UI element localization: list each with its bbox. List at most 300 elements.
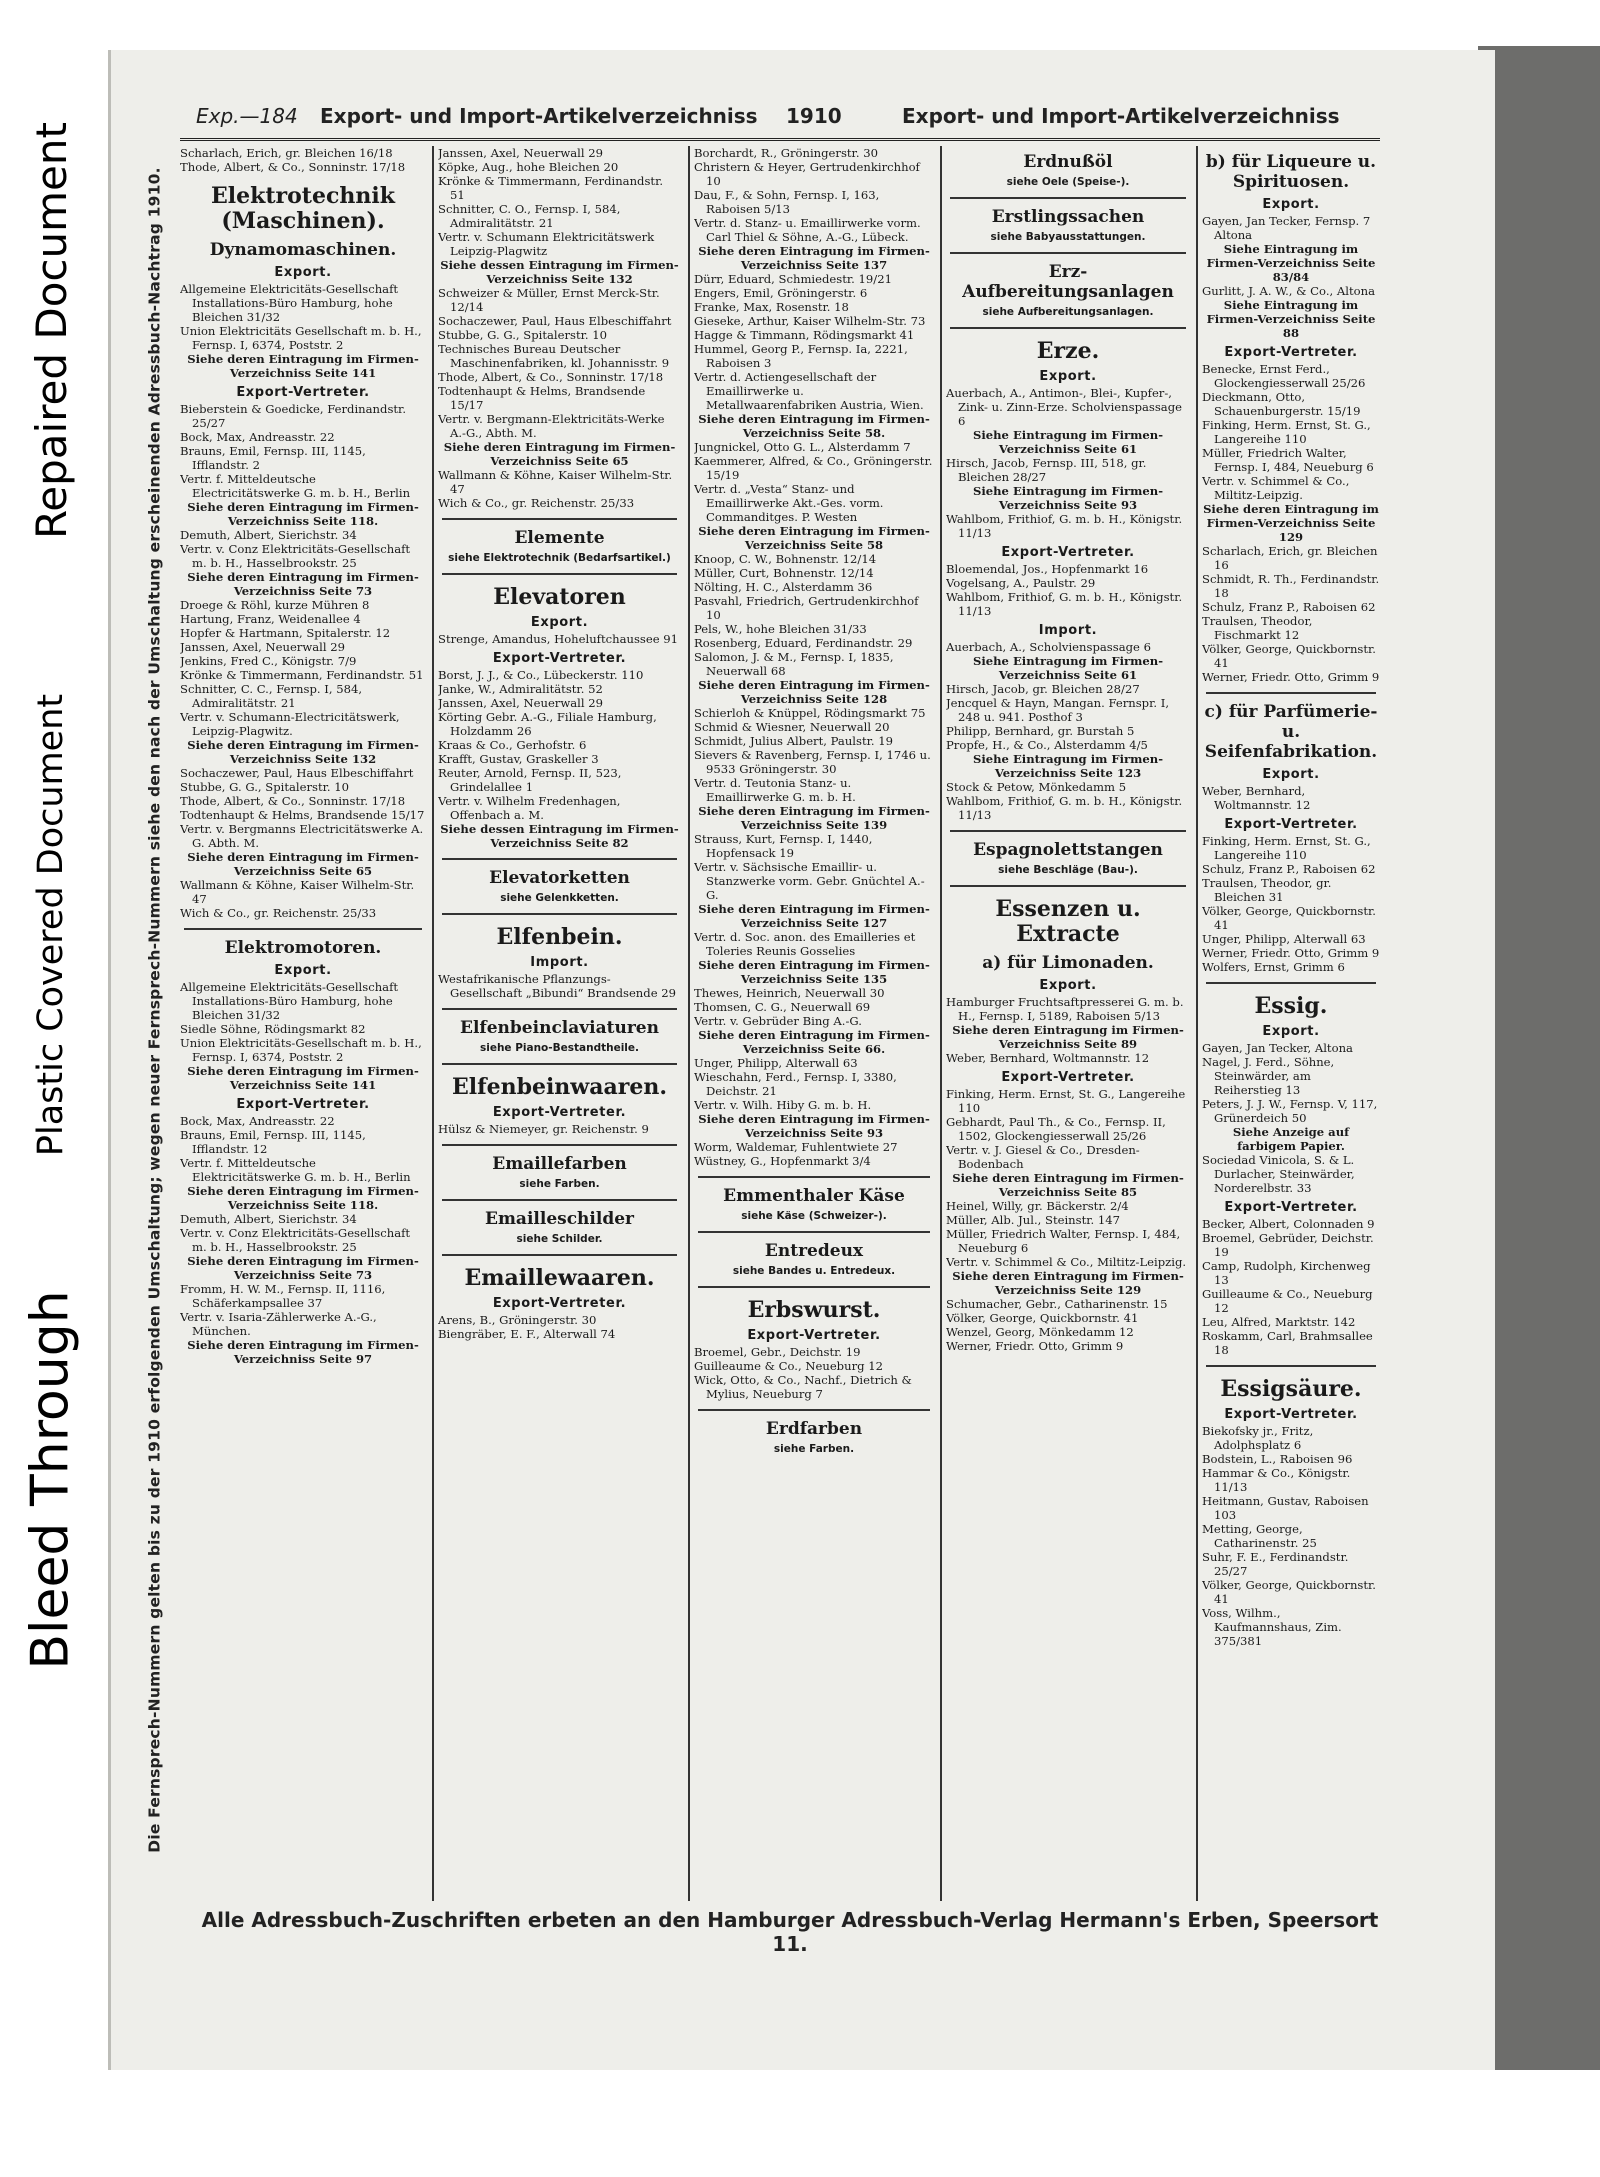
directory-entry: Wich & Co., gr. Reichenstr. 25/33 — [180, 906, 377, 920]
category-heading: Export-Vertreter. — [1224, 1407, 1358, 1422]
category-heading: Export-Vertreter. — [236, 1097, 370, 1112]
register-note: Siehe deren Eintragung im Firmen-Verzeichniss Seite 127 — [698, 902, 930, 930]
directory-entry: Krönke & Timmermann, Ferdinandstr. 51 — [438, 174, 664, 202]
directory-entry: Vertr. v. Isaria-Zählerwerke A.-G., München. — [180, 1310, 377, 1338]
directory-entry: Schmidt, R. Th., Ferdinandstr. 18 — [1202, 572, 1380, 600]
entry-list — [180, 980, 426, 1064]
directory-entry: Vertr. v. J. Giesel & Co., Dresden-Bodenbach — [946, 1143, 1140, 1171]
column-rule — [432, 146, 434, 1901]
entry-list — [694, 440, 934, 524]
entry-list — [694, 552, 934, 678]
entry-list — [180, 598, 426, 738]
cross-reference: siehe Babyausstattungen. — [990, 231, 1146, 243]
directory-entry: Thomsen, C. G., Neuerwall 69 — [694, 1000, 871, 1014]
section-rule — [950, 197, 1186, 199]
register-note: Siehe deren Eintragung im Firmen-Verzeichniss Seite 65 — [187, 850, 419, 878]
directory-entry: Propfe, H., & Co., Alsterdamm 4/5 — [946, 738, 1148, 752]
header-rule — [180, 138, 1380, 141]
entry-list — [946, 512, 1190, 540]
directory-entry: Dieckmann, Otto, Schauenburgerstr. 15/19 — [1202, 390, 1361, 418]
entry-list — [180, 1114, 426, 1184]
section-heading: Elfenbein. — [496, 924, 623, 950]
directory-entry: Vertr. v. Bergmann-Elektricitäts-Werke A.-G., Abth. M. — [438, 412, 665, 440]
section-rule — [698, 1231, 930, 1233]
directory-entry: Strauss, Kurt, Fernsp. I, 1440, Hopfensack 19 — [694, 832, 873, 860]
directory-entry: Reuter, Arnold, Fernsp. II, 523, Grindelallee 1 — [438, 766, 622, 794]
register-note: Siehe deren Eintragung im Firmen-Verzeichniss Seite 97 — [187, 1338, 419, 1366]
entry-list — [694, 1056, 934, 1112]
category-heading: Export. — [274, 963, 332, 978]
directory-entry: Janke, W., Admiralitätstr. 52 — [438, 682, 603, 696]
directory-entry: Auerbach, A., Antimon-, Blei-, Kupfer-, Zink- u. Zinn-Erze. Scholvienspassage 6 — [946, 386, 1183, 428]
directory-entry: Vertr. d. Soc. anon. des Emailleries et Toleries Reunis Gosselies — [694, 930, 916, 958]
directory-entry: Müller, Curt, Bohnenstr. 12/14 — [694, 566, 874, 580]
register-note: Siehe deren Eintragung im Firmen-Verzeichniss Seite 129 — [952, 1269, 1184, 1297]
directory-entry: Schumacher, Gebr., Catharinenstr. 15 — [946, 1297, 1168, 1311]
directory-entry: Wahlbom, Frithiof, G. m. b. H., Königstr. 11/13 — [946, 512, 1183, 540]
category-heading: Export-Vertreter. — [492, 1296, 627, 1311]
directory-entry: Brauns, Emil, Fernsp. III, 1145, Ifflandstr. 2 — [180, 444, 366, 472]
directory-entry: Krönke & Timmermann, Ferdinandstr. 51 — [180, 668, 424, 682]
directory-entry: Wenzel, Georg, Mönkedamm 12 — [946, 1325, 1134, 1339]
directory-entry: Dau, F., & Sohn, Fernsp. I, 163, Raboisen 5/13 — [694, 188, 880, 216]
entry-list — [946, 1297, 1190, 1353]
directory-entry: Janssen, Axel, Neuerwall 29 — [438, 146, 604, 160]
directory-entry: Vertr. f. Mitteldeutsche Electricitätswerke G. m. b. H., Berlin — [180, 472, 411, 500]
directory-entry: Biengräber, E. F., Alterwall 74 — [438, 1327, 616, 1341]
entry-list — [180, 528, 426, 570]
directory-entry: Demuth, Albert, Sierichstr. 34 — [180, 1212, 357, 1226]
page-number: Exp.—184 — [196, 104, 298, 128]
section-rule — [184, 928, 422, 930]
subsection-heading: c) für Parfümerie- u. Seifenfabrikation. — [1204, 702, 1378, 762]
telephone-notice: Die Fernsprech-Nummern gelten bis zu der 1910 erfolgenden Umschaltung; wegen neuer Fernsprech-Nummern siehe den nach der Umschaltung erscheinenden Adressbuch-Nachtrag 1910. — [146, 167, 165, 1853]
category-heading: Export-Vertreter. — [1001, 545, 1135, 560]
directory-entry: Broemel, Gebrüder, Deichstr. 19 — [1202, 1231, 1374, 1259]
directory-entry: Sochaczewer, Paul, Haus Elbeschiffahrt — [438, 314, 672, 328]
directory-entry: Todtenhaupt & Helms, Brandsende 15/17 — [180, 808, 425, 822]
entry-list — [946, 1087, 1190, 1171]
directory-entry: Becker, Albert, Colonnaden 9 — [1202, 1217, 1375, 1231]
register-note: Siehe deren Eintragung im Firmen-Verzeichniss Seite 129 — [1203, 502, 1379, 544]
directory-entry: Vertr. v. Schimmel & Co., Miltitz-Leipzig. — [1202, 474, 1350, 502]
entry-list — [946, 1199, 1190, 1269]
category-heading: Export. — [1039, 369, 1097, 384]
directory-entry: Borst, J. J., & Co., Lübeckerstr. 110 — [438, 668, 644, 682]
category-heading: Export-Vertreter. — [1224, 817, 1358, 832]
directory-entry: Auerbach, A., Scholvienspassage 6 — [946, 640, 1151, 654]
entry-list — [438, 1122, 681, 1136]
entry-list — [180, 1212, 426, 1254]
section-rule — [1206, 982, 1376, 984]
entry-list — [694, 1140, 934, 1168]
directory-entry: Wahlbom, Frithiof, G. m. b. H., Königstr. 11/13 — [946, 590, 1183, 618]
section-heading: Essenzen u. Extracte — [995, 896, 1141, 947]
column-rule — [1196, 146, 1198, 1901]
column-rule — [688, 146, 690, 1901]
category-heading: Export-Vertreter. — [747, 1328, 881, 1343]
category-heading: Export-Vertreter. — [492, 651, 627, 666]
directory-entry: Gieseke, Arthur, Kaiser Wilhelm-Str. 73 — [694, 314, 926, 328]
directory-entry: Schmid & Wiesner, Neuerwall 20 — [694, 720, 890, 734]
directory-entry: Vertr. v. Conz Elektricitäts-Gesellschaft m. b. H., Hasselbrookstr. 25 — [180, 542, 411, 570]
directory-entry: Wallmann & Köhne, Kaiser Wilhelm-Str. 47 — [180, 878, 415, 906]
category-heading: Export. — [1039, 978, 1097, 993]
directory-entry: Pels, W., hohe Bleichen 31/33 — [694, 622, 867, 636]
category-heading: Export. — [1262, 1024, 1320, 1039]
directory-entry: Brauns, Emil, Fernsp. III, 1145, Ifflandstr. 12 — [180, 1128, 366, 1156]
section-rule — [442, 1063, 677, 1065]
directory-entry: Voss, Wilhm., Kaufmannshaus, Zim. 375/381 — [1202, 1606, 1342, 1648]
section-rule — [442, 1144, 677, 1146]
entry-list — [180, 146, 426, 174]
directory-entry: Müller, Alb. Jul., Steinstr. 147 — [946, 1213, 1121, 1227]
entry-list — [438, 286, 681, 440]
directory-entry: Schulz, Franz P., Raboisen 62 — [1202, 862, 1376, 876]
directory-entry: Wolfers, Ernst, Grimm 6 — [1202, 960, 1345, 974]
directory-entry: Kraas & Co., Gerhofstr. 6 — [438, 738, 587, 752]
register-note: Siehe deren Eintragung im Firmen-Verzeichniss Seite 85 — [952, 1171, 1184, 1199]
directory-entry: Engers, Emil, Gröningerstr. 6 — [694, 286, 868, 300]
entry-list — [946, 386, 1190, 428]
directory-entry: Vertr. d. „Vesta“ Stanz- und Emaillirwerke Akt.-Ges. vorm. Commanditges. P. Westen — [694, 482, 884, 524]
section-rule — [442, 1008, 677, 1010]
section-rule — [1206, 692, 1376, 694]
category-heading: Export-Vertreter. — [1224, 345, 1358, 360]
directory-entry: Hartung, Franz, Weidenallee 4 — [180, 612, 361, 626]
column-2 — [438, 146, 681, 1901]
directory-entry: Janssen, Axel, Neuerwall 29 — [180, 640, 346, 654]
directory-entry: Scharlach, Erich, gr. Bleichen 16 — [1202, 544, 1378, 572]
cross-reference: siehe Beschläge (Bau-). — [998, 864, 1138, 876]
directory-entry: Schierloh & Knüppel, Rödingsmarkt 75 — [694, 706, 926, 720]
cross-reference: siehe Schilder. — [516, 1233, 603, 1245]
section-rule — [442, 1254, 677, 1256]
entry-list — [694, 1345, 934, 1401]
register-note: Siehe deren Eintragung im Firmen-Verzeichniss Seite 128 — [698, 678, 930, 706]
directory-entry: Völker, George, Quickbornstr. 41 — [1202, 642, 1376, 670]
directory-entry: Werner, Friedr. Otto, Grimm 9 — [1202, 946, 1380, 960]
section-heading: Elfenbeinwaaren. — [451, 1074, 667, 1100]
directory-entry: Bodstein, L., Raboisen 96 — [1202, 1452, 1353, 1466]
directory-entry: Thode, Albert, & Co., Sonninstr. 17/18 — [438, 370, 664, 384]
register-note: Siehe Eintragung im Firmen-Verzeichniss Seite 88 — [1206, 298, 1376, 340]
directory-entry: Wick, Otto, & Co., Nachf., Dietrich & Mylius, Neueburg 7 — [694, 1373, 912, 1401]
directory-entry: Werner, Friedr. Otto, Grimm 9 — [946, 1339, 1124, 1353]
directory-entry: Vertr. d. Teutonia Stanz- u. Emaillirwerke G. m. b. H. — [694, 776, 856, 804]
subsection-heading: Erz-Aufbereitungsanlagen — [962, 262, 1174, 302]
register-note: Siehe dessen Eintragung im Firmen-Verzeichniss Seite 82 — [440, 822, 679, 850]
directory-entry: Vertr. v. Wilh. Hiby G. m. b. H. — [694, 1098, 872, 1112]
directory-entry: Vertr. d. Actiengesellschaft der Emaillirwerke u. Metallwaarenfabriken Austria, Wien. — [694, 370, 924, 412]
directory-entry: Schnitter, C. O., Fernsp. I, 584, Admiralitätstr. 21 — [438, 202, 621, 230]
entry-list — [180, 282, 426, 352]
category-heading: Import. — [1038, 623, 1098, 638]
section-heading: Elevatoren — [493, 584, 626, 610]
entry-list — [438, 632, 681, 646]
running-year: 1910 — [786, 104, 842, 128]
directory-entry: Vertr. d. Stanz- u. Emaillirwerke vorm. Carl Thiel & Söhne, A.-G., Lübeck. — [694, 216, 921, 244]
directory-entry: Guilleaume & Co., Neueburg 12 — [694, 1359, 883, 1373]
entry-list — [1202, 284, 1380, 298]
section-heading: Essig. — [1254, 993, 1328, 1019]
directory-entry: Union Elektricitäts-Gesellschaft m. b. H., Fernsp. I, 6374, Poststr. 2 — [180, 1036, 422, 1064]
running-head — [180, 96, 1390, 134]
subsection-heading: a) für Limonaden. — [982, 953, 1154, 973]
directory-entry: Scharlach, Erich, gr. Bleichen 16/18 — [180, 146, 393, 160]
entry-list — [1202, 214, 1380, 242]
directory-entry: Schmidt, Julius Albert, Paulstr. 19 — [694, 734, 893, 748]
directory-entry: Vertr. v. Conz Elektricitäts-Gesellschaft m. b. H., Hasselbrookstr. 25 — [180, 1226, 411, 1254]
directory-entry: Völker, George, Quickbornstr. 41 — [1202, 1578, 1376, 1606]
cross-reference: siehe Elektrotechnik (Bedarfsartikel.) — [448, 552, 671, 564]
entry-list — [438, 668, 681, 822]
directory-entry: Technisches Bureau Deutscher Maschinenfabriken, kl. Johannisstr. 9 — [438, 342, 670, 370]
directory-entry: Müller, Friedrich Walter, Fernsp. I, 484, Neueburg 6 — [1202, 446, 1374, 474]
entry-list — [1202, 1424, 1380, 1648]
directory-entry: Rosenberg, Eduard, Ferdinandstr. 29 — [694, 636, 913, 650]
directory-entry: Dürr, Eduard, Schmiedestr. 19/21 — [694, 272, 892, 286]
directory-entry: Schnitter, C. C., Fernsp. I, 584, Admiralitätstr. 21 — [180, 682, 363, 710]
register-note: Siehe deren Eintragung im Firmen-Verzeichniss Seite 118. — [187, 500, 419, 528]
directory-entry: Hirsch, Jacob, Fernsp. III, 518, gr. Bleichen 28/27 — [946, 456, 1147, 484]
entry-list — [1202, 784, 1380, 812]
entry-list — [946, 1051, 1190, 1065]
directory-entry: Hamburger Fruchtsaftpresserei G. m. b. H., Fernsp. I, 5189, Raboisen 5/13 — [946, 995, 1184, 1023]
cross-reference: siehe Farben. — [519, 1178, 600, 1190]
directory-entry: Hagge & Timmann, Rödingsmarkt 41 — [694, 328, 915, 342]
section-rule — [442, 913, 677, 915]
column-5 — [1202, 146, 1380, 1901]
category-heading: Export-Vertreter. — [1001, 1070, 1135, 1085]
footer-notice: Alle Adressbuch-Zuschriften erbeten an den Hamburger Adressbuch-Verlag Hermann's Erben, Speersort 11. — [201, 1908, 1379, 1956]
directory-entry: Völker, George, Quickbornstr. 41 — [1202, 904, 1376, 932]
directory-entry: Gayen, Jan Tecker, Altona — [1202, 1041, 1353, 1055]
directory-entry: Franke, Max, Rosenstr. 18 — [694, 300, 849, 314]
register-note: Siehe deren Eintragung im Firmen-Verzeichniss Seite 137 — [698, 244, 930, 272]
register-note: Siehe deren Eintragung im Firmen-Verzeichniss Seite 141 — [187, 1064, 419, 1092]
directory-entry: Heinel, Willy, gr. Bäckerstr. 2/4 — [946, 1199, 1129, 1213]
directory-entry: Thode, Albert, & Co., Sonninstr. 17/18 — [180, 794, 406, 808]
section-rule — [950, 252, 1186, 254]
register-note: Siehe deren Eintragung im Firmen-Verzeichniss Seite 73 — [187, 1254, 419, 1282]
running-title-left: Export- und Import-Artikelverzeichniss — [320, 104, 758, 128]
register-note: Siehe deren Eintragung im Firmen-Verzeichniss Seite 93 — [698, 1112, 930, 1140]
section-rule — [950, 885, 1186, 887]
subsection-heading: Erdfarben — [765, 1419, 863, 1439]
directory-entry: Jencquel & Hayn, Mangan. Fernspr. I, 248 u. 941. Posthof 3 — [946, 696, 1170, 724]
directory-entry: Unger, Philipp, Alterwall 63 — [1202, 932, 1366, 946]
directory-entry: Bock, Max, Andreasstr. 22 — [180, 1114, 335, 1128]
section-rule — [698, 1409, 930, 1411]
subsection-heading: Elektromotoren. — [224, 938, 382, 958]
directory-entry: Wich & Co., gr. Reichenstr. 25/33 — [438, 496, 635, 510]
subsection-heading: Emmenthaler Käse — [723, 1186, 905, 1206]
register-note: Siehe deren Eintragung im Firmen-Verzeichniss Seite 66. — [698, 1028, 930, 1056]
register-note: Siehe deren Eintragung im Firmen-Verzeichniss Seite 135 — [698, 958, 930, 986]
cross-reference: siehe Oele (Speise-). — [1006, 176, 1130, 188]
entry-list — [1202, 1217, 1380, 1357]
sheet-edge-shadow — [1478, 46, 1600, 2070]
entry-list — [180, 1282, 426, 1338]
entry-list — [1202, 544, 1380, 684]
column-1 — [180, 146, 426, 1901]
entry-list — [1202, 834, 1380, 974]
directory-entry: Fromm, H. W. M., Fernsp. II, 1116, Schäferkampsallee 37 — [180, 1282, 386, 1310]
category-heading: Export-Vertreter. — [1224, 1200, 1358, 1215]
register-note: Siehe deren Eintragung im Firmen-Verzeichniss Seite 65 — [443, 440, 676, 468]
running-title-right: Export- und Import-Artikelverzeichniss — [902, 104, 1340, 128]
directory-entry: Hirsch, Jacob, gr. Bleichen 28/27 — [946, 682, 1140, 696]
section-rule — [442, 858, 677, 860]
directory-entry: Vogelsang, A., Paulstr. 29 — [946, 576, 1096, 590]
directory-entry: Union Elektricitäts Gesellschaft m. b. H., Fernsp. I, 6374, Poststr. 2 — [180, 324, 422, 352]
directory-entry: Borchardt, R., Gröningerstr. 30 — [694, 146, 878, 160]
category-heading: Import. — [530, 955, 589, 970]
directory-entry: Vertr. v. Schimmel & Co., Miltitz-Leipzig. — [946, 1255, 1187, 1269]
subsection-heading: Erdnußöl — [1023, 152, 1113, 172]
subsection-heading: Emailleschilder — [484, 1209, 634, 1229]
entry-list — [1202, 1041, 1380, 1125]
directory-entry: Benecke, Ernst Ferd., Glockengiesserwall 25/26 — [1202, 362, 1366, 390]
subsection-heading: Erstlingssachen — [991, 207, 1145, 227]
entry-list — [946, 456, 1190, 484]
directory-entry: Vertr. f. Mitteldeutsche Elektricitätswerke G. m. b. H., Berlin — [180, 1156, 411, 1184]
subsection-heading: Entredeux — [764, 1241, 864, 1261]
directory-entry: Roskamm, Carl, Brahmsallee 18 — [1202, 1329, 1373, 1357]
directory-entry: Stock & Petow, Mönkedamm 5 — [946, 780, 1127, 794]
directory-entry: Wüstney, G., Hopfenmarkt 3/4 — [694, 1154, 871, 1168]
register-note: Siehe deren Eintragung im Firmen-Verzeichniss Seite 58. — [698, 412, 930, 440]
directory-entry: Sievers & Ravenberg, Fernsp. I, 1746 u. 9533 Gröningerstr. 30 — [694, 748, 931, 776]
directory-entry: Nagel, J. Ferd., Söhne, Steinwärder, am Reiherstieg 13 — [1202, 1055, 1335, 1097]
directory-entry: Suhr, F. E., Ferdinandstr. 25/27 — [1202, 1550, 1349, 1578]
cross-reference: siehe Käse (Schweizer-). — [741, 1210, 887, 1222]
register-note: Siehe deren Eintragung im Firmen-Verzeichniss Seite 73 — [187, 570, 419, 598]
subsection-heading: Espagnolettstangen — [973, 840, 1163, 860]
directory-entry: Heitmann, Gustav, Raboisen 103 — [1202, 1494, 1369, 1522]
directory-entry: Bieberstein & Goedicke, Ferdinandstr. 25/27 — [180, 402, 407, 430]
directory-entry: Krafft, Gustav, Graskeller 3 — [438, 752, 599, 766]
category-heading: Export-Vertreter. — [236, 385, 370, 400]
column-4 — [946, 146, 1190, 1901]
entry-list — [180, 878, 426, 920]
category-heading: Export. — [530, 615, 589, 630]
entry-list — [438, 468, 681, 510]
directory-entry: Pasvahl, Friedrich, Gertrudenkirchhof 10 — [694, 594, 919, 622]
directory-entry: Gebhardt, Paul Th., & Co., Fernsp. II, 1502, Glockengiesserwall 25/26 — [946, 1115, 1166, 1143]
directory-entry: Gurlitt, J. A. W., & Co., Altona — [1202, 284, 1375, 298]
directory-entry: Wallmann & Köhne, Kaiser Wilhelm-Str. 47 — [438, 468, 673, 496]
section-rule — [950, 327, 1186, 329]
directory-entry: Todtenhaupt & Helms, Brandsende 15/17 — [438, 384, 646, 412]
cross-reference: siehe Gelenkketten. — [500, 892, 619, 904]
register-note: Siehe deren Eintragung im Firmen-Verzeichniss Seite 58 — [698, 524, 930, 552]
category-heading: Export. — [1262, 197, 1320, 212]
subsection-heading: Elemente — [514, 528, 605, 548]
cross-reference: siehe Aufbereitungsanlagen. — [982, 306, 1154, 318]
directory-entry: Stubbe, G. G., Spitalerstr. 10 — [180, 780, 350, 794]
directory-entry: Janssen, Axel, Neuerwall 29 — [438, 696, 604, 710]
directory-entry: Finking, Herm. Ernst, St. G., Langereihe 110 — [946, 1087, 1186, 1115]
entry-list — [946, 562, 1190, 618]
directory-entry: Kaemmerer, Alfred, & Co., Gröningerstr. 15/19 — [694, 454, 933, 482]
register-note: Siehe Eintragung im Firmen-Verzeichniss Seite 61 — [972, 428, 1164, 456]
directory-entry: Schulz, Franz P., Raboisen 62 — [1202, 600, 1376, 614]
directory-entry: Biekofsky jr., Fritz, Adolphsplatz 6 — [1202, 1424, 1314, 1452]
directory-entry: Vertr. v. Schumann-Electricitätswerk, Leipzig-Plagwitz. — [180, 710, 400, 738]
section-rule — [950, 830, 1186, 832]
entry-list — [438, 1313, 681, 1341]
directory-entry: Vertr. v. Gebrüder Bing A.-G. — [694, 1014, 862, 1028]
directory-entry: Broemel, Gebr., Deichstr. 19 — [694, 1345, 861, 1359]
directory-entry: Philipp, Bernhard, gr. Burstah 5 — [946, 724, 1135, 738]
register-note: Siehe deren Eintragung im Firmen-Verzeichniss Seite 89 — [952, 1023, 1184, 1051]
section-rule — [442, 518, 677, 520]
cross-reference: siehe Piano-Bestandtheile. — [479, 1042, 640, 1054]
directory-entry: Leu, Alfred, Marktstr. 142 — [1202, 1315, 1356, 1329]
directory-entry: Völker, George, Quickbornstr. 41 — [946, 1311, 1139, 1325]
directory-entry: Allgemeine Elektricitäts-Gesellschaft Installations-Büro Hamburg, hohe Bleichen 31/32 — [180, 980, 399, 1022]
subsection-heading: Elevatorketten — [489, 868, 630, 888]
directory-entry: Wahlbom, Frithiof, G. m. b. H., Königstr. 11/13 — [946, 794, 1183, 822]
directory-entry: Siedle Söhne, Rödingsmarkt 82 — [180, 1022, 366, 1036]
directory-entry: Allgemeine Elektricitäts-Gesellschaft Installations-Büro Hamburg, hohe Bleichen 31/32 — [180, 282, 399, 324]
directory-columns — [180, 146, 1380, 1901]
section-heading: Erze. — [1036, 338, 1100, 364]
register-note: Siehe deren Eintragung im Firmen-Verzeichniss Seite 132 — [187, 738, 419, 766]
directory-entry: Knoop, C. W., Bohnenstr. 12/14 — [694, 552, 877, 566]
subsection-heading: b) für Liqueure u. Spirituosen. — [1205, 152, 1377, 192]
directory-entry: Unger, Philipp, Alterwall 63 — [694, 1056, 858, 1070]
directory-entry: Vertr. v. Schumann Elektricitätswerk Leipzig-Plagwitz — [438, 230, 655, 258]
entry-list — [946, 780, 1190, 822]
directory-entry: Thode, Albert, & Co., Sonninstr. 17/18 — [180, 160, 406, 174]
cross-reference: siehe Farben. — [773, 1443, 855, 1455]
directory-entry: Weber, Bernhard, Woltmannstr. 12 — [946, 1051, 1150, 1065]
column-rule — [940, 146, 942, 1901]
entry-list — [946, 640, 1190, 654]
directory-entry: Vertr. v. Wilhelm Fredenhagen, Offenbach a. M. — [438, 794, 621, 822]
directory-entry: Finking, Herm. Ernst, St. G., Langereihe 110 — [1202, 418, 1371, 446]
register-note: Siehe Eintragung im Firmen-Verzeichniss Seite 93 — [972, 484, 1164, 512]
cross-reference: siehe Bandes u. Entredeux. — [732, 1265, 896, 1277]
register-note: Siehe Anzeige auf farbigem Papier. — [1232, 1125, 1350, 1153]
entry-list — [438, 146, 681, 258]
directory-entry: Bock, Max, Andreasstr. 22 — [180, 430, 335, 444]
directory-entry: Wieschahn, Ferd., Fernsp. I, 3380, Deichstr. 21 — [694, 1070, 897, 1098]
directory-entry: Demuth, Albert, Sierichstr. 34 — [180, 528, 357, 542]
directory-entry: Strenge, Amandus, Hoheluftchaussee 91 — [438, 632, 679, 646]
register-note: Siehe Eintragung im Firmen-Verzeichniss Seite 61 — [972, 654, 1164, 682]
directory-entry: Nölting, H. C., Alsterdamm 36 — [694, 580, 873, 594]
directory-entry: Westafrikanische Pflanzungs-Gesellschaft „Bibundi“ Brandsende 29 — [438, 972, 676, 1000]
directory-entry: Metting, George, Catharinenstr. 25 — [1202, 1522, 1317, 1550]
directory-entry: Vertr. v. Sächsische Emaillir- u. Stanzwerke vorm. Gebr. Gnüchtel A.-G. — [694, 860, 925, 902]
directory-entry: Jenkins, Fred C., Königstr. 7/9 — [180, 654, 357, 668]
repaired-document-label: Repaired Document — [26, 121, 76, 539]
directory-entry: Werner, Friedr. Otto, Grimm 9 — [1202, 670, 1380, 684]
section-rule — [442, 573, 677, 575]
directory-entry: Guilleaume & Co., Neueburg 12 — [1202, 1287, 1373, 1315]
section-rule — [698, 1176, 930, 1178]
directory-entry: Weber, Bernhard, Woltmannstr. 12 — [1202, 784, 1311, 812]
annotation-labels — [0, 50, 100, 2100]
directory-entry: Christern & Heyer, Gertrudenkirchhof 10 — [694, 160, 920, 188]
entry-list — [438, 972, 681, 1000]
directory-entry: Thewes, Heinrich, Neuerwall 30 — [694, 986, 885, 1000]
column-3 — [694, 146, 934, 1901]
